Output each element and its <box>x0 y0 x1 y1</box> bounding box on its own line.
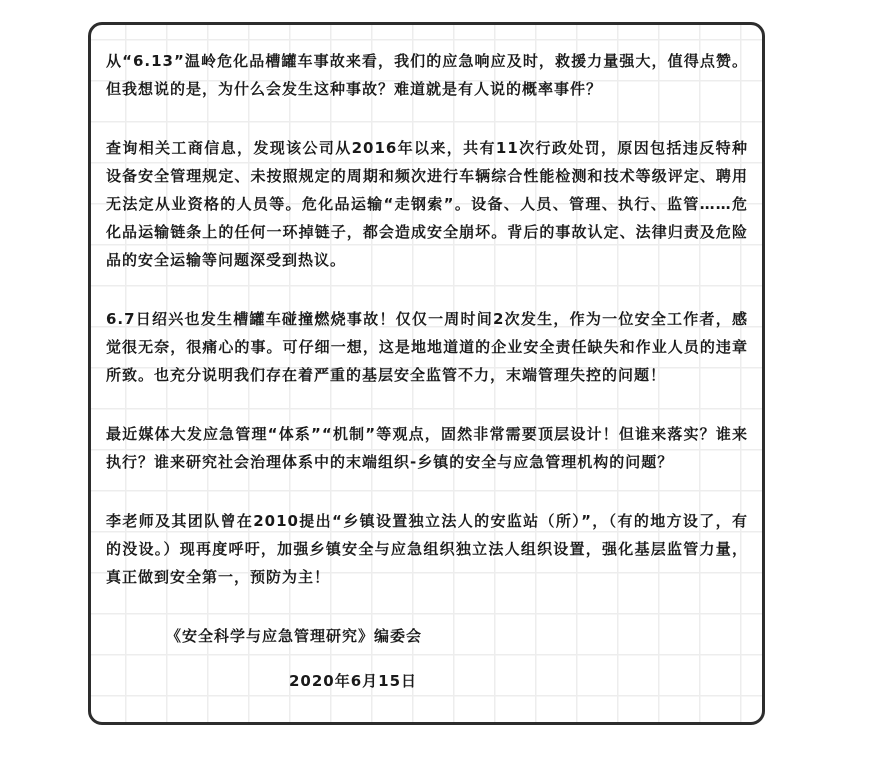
paragraph-2: 查询相关工商信息，发现该公司从2016年以来，共有11次行政处罚，原因包括违反特种设备安全管理规定、未按照规定的周期和频次进行车辆综合性能检测和技术等级评定、聘用无法定从业资格的人员等。危化品运输“走钢索”。设备、人员、管理、执行、监管……危化品运输链条上的任何一环掉链子，都会造成安全崩坏。背后的事故认定、法律归责及危险品的安全运输等问题深受到热议。 <box>106 139 748 269</box>
paragraph-5: 李老师及其团队曾在2010提出“乡镇设置独立法人的安监站（所）”，（有的地方设了，有的没设。）现再度呼吁，加强乡镇安全与应急组织独立法人组织设置，强化基层监管力量，真正做到安全第一，预防为主！ <box>106 512 748 586</box>
paragraph-3: 6.7日绍兴也发生槽罐车碰撞燃烧事故！仅仅一周时间2次发生，作为一位安全工作者，感觉很无奈，很痛心的事。可仔细一想，这是地地道道的企业安全责任缺失和作业人员的违章所致。也充分说明我们存在着严重的基层安全监管不力，末端管理失控的问题！ <box>106 310 748 384</box>
paragraph-4: 最近媒体大发应急管理“体系”“机制”等观点，固然非常需要顶层设计！但谁来落实？谁来执行？谁来研究社会治理体系中的末端组织-乡镇的安全与应急管理机构的问题？ <box>106 425 748 471</box>
signature-line: 《安全科学与应急管理研究》编委会 <box>166 627 423 645</box>
document-sheet <box>88 22 765 725</box>
paragraph-1: 从“6.13”温岭危化品槽罐车事故来看，我们的应急响应及时，救援力量强大，值得点赞。但我想说的是，为什么会发生这种事故？难道就是有人说的概率事件？ <box>106 52 748 98</box>
date-line: 2020年6月15日 <box>289 672 418 690</box>
document-body <box>91 25 762 722</box>
